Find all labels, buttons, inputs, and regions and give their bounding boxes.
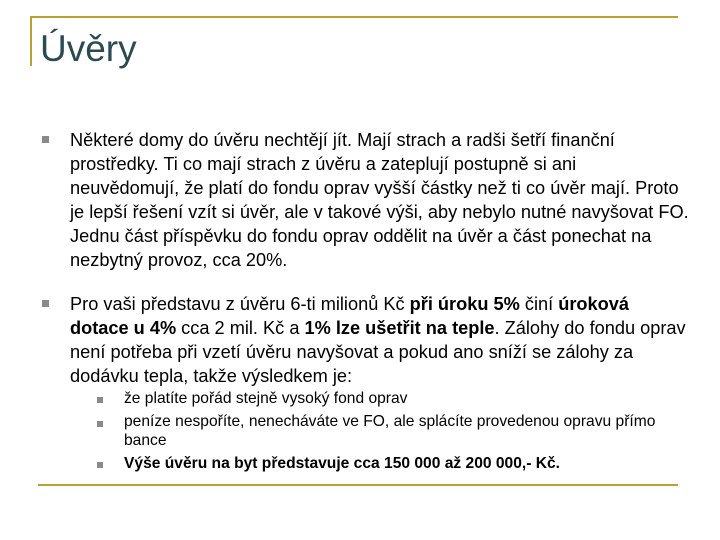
bold-text-run: při úroku 5% xyxy=(409,294,520,314)
bullet-marker xyxy=(42,136,49,143)
sub-bullet-marker xyxy=(97,421,103,427)
sub-bullet-marker xyxy=(97,462,103,468)
text-run: činí xyxy=(519,294,559,314)
sub-bullet-2: peníze nespoříte, nenecháváte ve FO, ale splácíte provedenou opravu přímo bance xyxy=(124,413,656,449)
sub-bullet-marker xyxy=(97,397,103,403)
title-frame-left-line xyxy=(30,16,32,66)
sub-bullet-3: Výše úvěru na byt představuje cca 150 000 až 200 000,- Kč. xyxy=(124,455,561,472)
text-run: . Zálohy do fondu oprav není potřeba při vzetí úvěru navyšovat a pokud ano sníží se zálohy za dodávku tepla, takže výsledkem je: xyxy=(70,318,686,387)
slide-title: Úvěry xyxy=(40,28,137,69)
title-frame-top-line xyxy=(30,16,678,18)
bold-text-run: úroková dotace u 4% xyxy=(70,294,629,339)
bullet-paragraph-2 xyxy=(70,292,690,388)
bullet-paragraph-1: Některé domy do úvěru nechtějí jít. Mají strach a radši šetří finanční prostředky. Ti co mají strach z úvěru a zateplují postupně si ani neuvědomují, že platí do fondu oprav vyšší částky než ti co úvěr mají. Proto je lepší řešení vzít si úvěr, ale v takové výši, aby nebylo nutné navyšovat FO. Jednu část příspěvku do fondu oprav oddělit na úvěr a část ponechat na nezbytný provoz, cca 20%. xyxy=(70,130,689,271)
bottom-divider xyxy=(38,484,678,486)
sub-bullet-1: že platíte pořád stejně vysoký fond oprav xyxy=(124,390,408,407)
text-run: Pro vaši představu z úvěru 6-ti milionů Kč xyxy=(70,294,410,314)
text-run: cca 2 mil. Kč a xyxy=(176,318,305,339)
bullet-marker xyxy=(42,300,49,307)
bold-text-run: 1% lze ušetřit na teple xyxy=(304,318,495,339)
